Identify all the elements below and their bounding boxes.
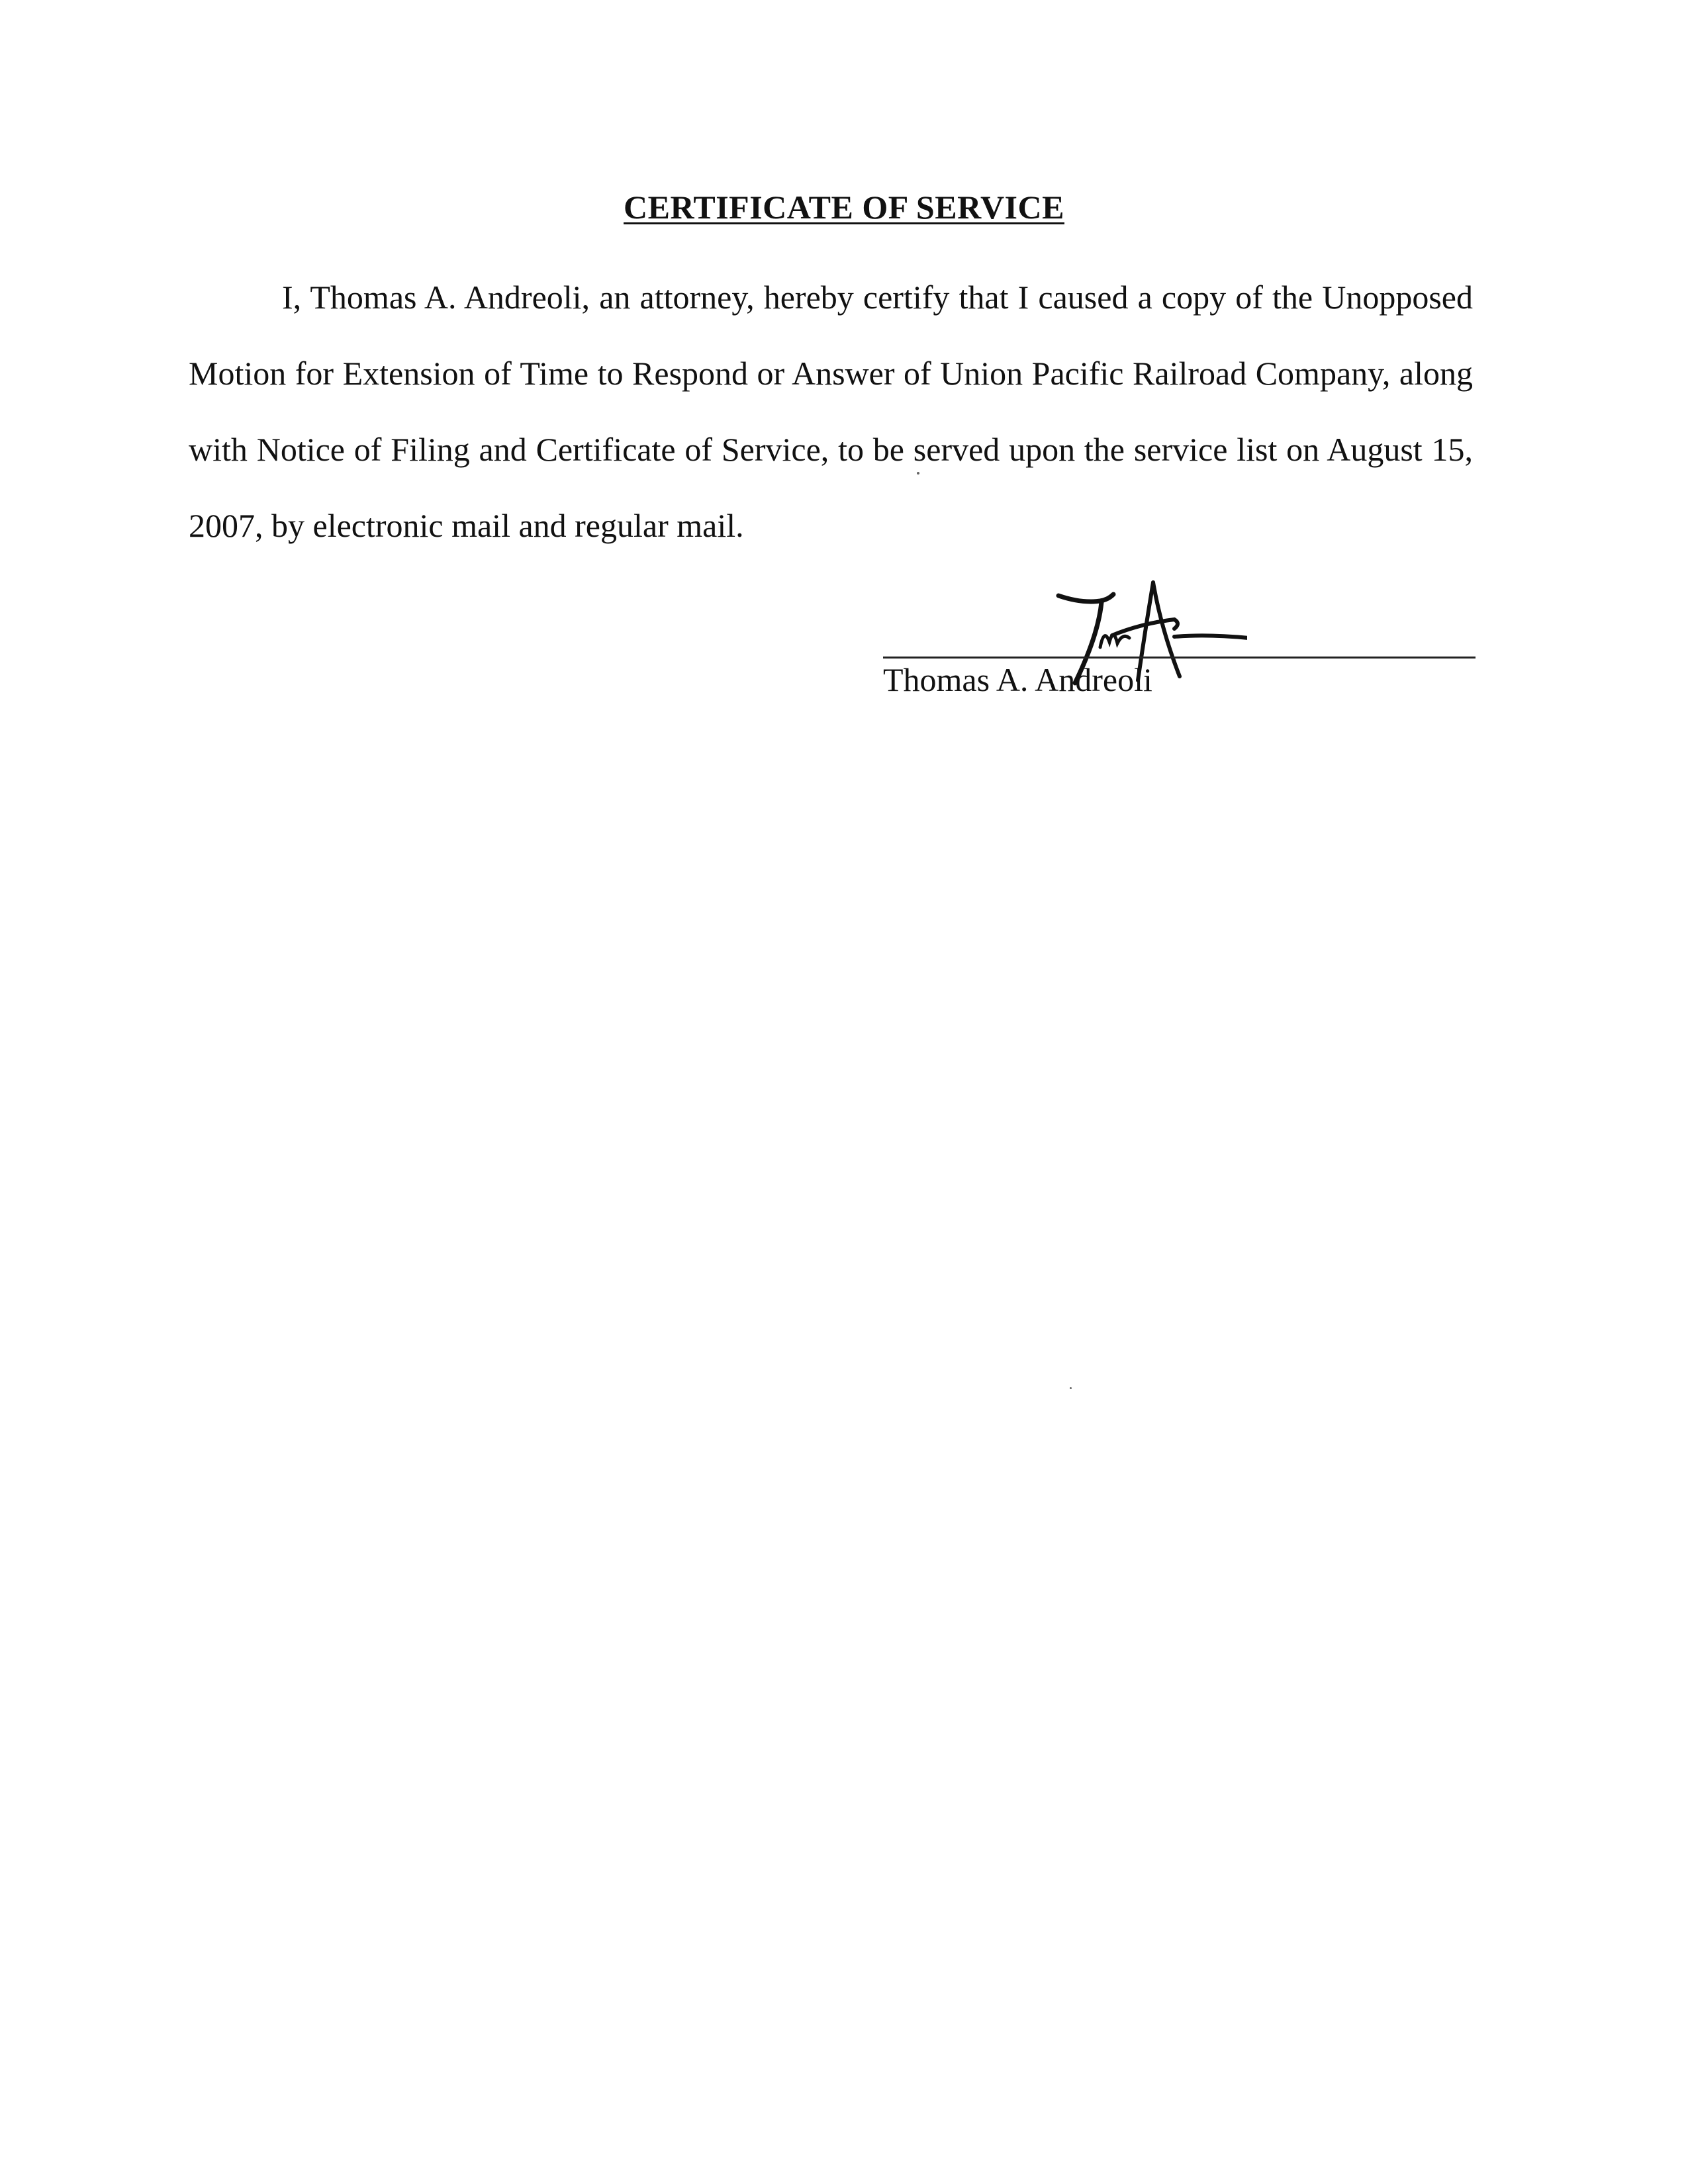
signature-block <box>883 569 1479 715</box>
certificate-title: CERTIFICATE OF SERVICE <box>624 189 1064 226</box>
signature-line <box>883 657 1476 659</box>
certificate-body <box>189 259 1473 564</box>
certification-paragraph: I, Thomas A. Andreoli, an attorney, hereby certify that I caused a copy of the Unopposed Motion for Extension of Time to Respond or Answer of Union Pacific Railroad Company, along with Notice of Filing and Certificate of Service, to be served upon the service list on August 15, 2007, by electronic mail and regular mail. <box>189 279 1473 544</box>
scan-speck <box>917 472 919 475</box>
scan-speck <box>1070 1387 1072 1389</box>
signer-name: Thomas A. Andreoli <box>883 661 1152 698</box>
